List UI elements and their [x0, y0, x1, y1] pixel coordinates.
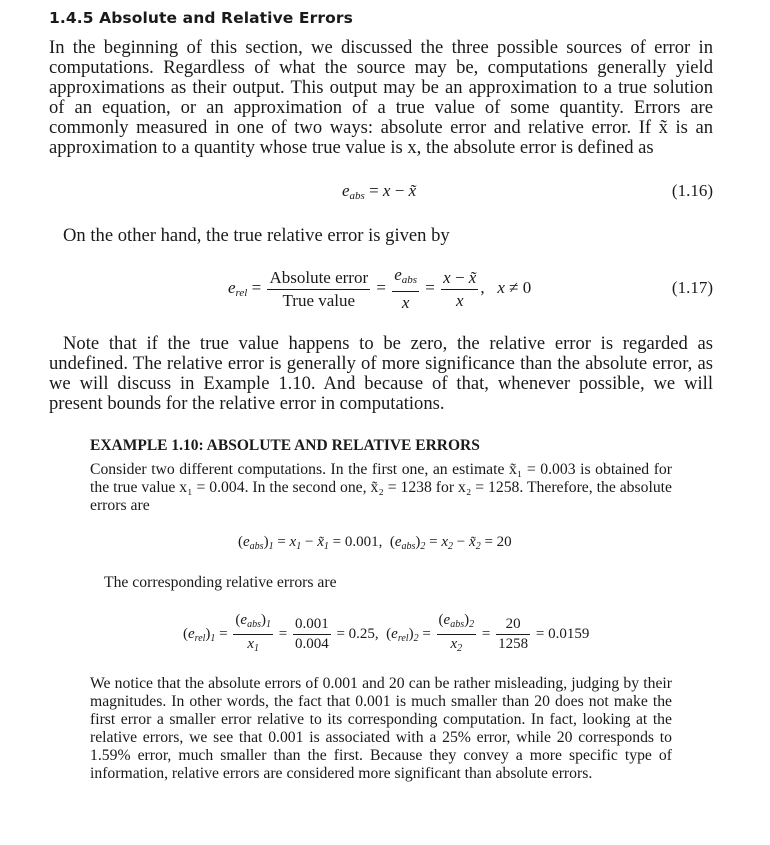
- note-paragraph: [49, 334, 713, 414]
- equation-1-17-number: (1.17): [671, 278, 713, 297]
- equation-1-17: $e_{rel}$ = $\frac{\text{Absolute error}}{\text{True value}}$ = $\frac{e_{abs}}{x}$ = $\frac{x - x̃}{x}$ , x ≠ 0: [228, 265, 532, 312]
- absolute-errors-equation: $(e_{abs})_1 = x_1$ − $x̃_1 = 0.001$, $(e_{abs})_2 = x_2$ − $x̃_2 = 20$: [238, 534, 512, 552]
- abs-error-2-value: 20: [496, 534, 512, 550]
- relative-error-intro: On the other hand, the true relative error is given by: [63, 225, 450, 246]
- rel-frac-2-numerator: 20: [496, 616, 530, 635]
- fraction-abs-over-true: [267, 268, 370, 311]
- fraction-denominator-label: True value: [282, 290, 356, 310]
- rel-error-1-value: 0.25: [348, 625, 375, 642]
- intro-paragraph: In the beginning of this section, we discussed the three possible sources of error in computations. Regardless of what the source may be, computations generally yield approximations as their output. This output may be an approximation to a true solution of an equation, or an approximation of a true value of some quantity. Errors are commonly measured in one of two ways: absolute error and relative error. If x̃ is an approximation to a quantity whose true value is x, the absolute error is defined as: [49, 37, 713, 158]
- equation-1-16-number: (1.16): [671, 181, 713, 200]
- rel-error-2-value: 0.0159: [548, 625, 590, 642]
- section-heading: 1.4.5 Absolute and Relative Errors: [49, 9, 353, 27]
- fraction-numerator-label: Absolute error: [267, 268, 370, 290]
- example-closing-text: We notice that the absolute errors of 0.001 and 20 can be rather misleading, judging by their magnitudes. In other words, the fact that 0.001 is much smaller than 20 does not make the first error a smaller error relative to its corresponding computation. In fact, looking at the relative errors, we see that 0.001 is associated with a 25% error, while 20 corresponds to 1.59% error, much smaller than the first. Because they convey a more specific type of information, relative errors are considered more significant than absolute errors.: [90, 675, 672, 782]
- rel-frac-1-numerator: 0.001: [293, 616, 331, 635]
- equation-1-16: $e_{abs} = x$ − x̃: [342, 181, 417, 202]
- rel-frac-2-denominator: 1258: [498, 636, 529, 652]
- example-relative-intro: The corresponding relative errors are: [104, 574, 337, 591]
- example-title: EXAMPLE 1.10: ABSOLUTE AND RELATIVE ERRORS: [90, 437, 480, 454]
- example-closing: [90, 675, 672, 783]
- note-paragraph-text: Note that if the true value happens to be zero, the relative error is regarded as undefined. The relative error is generally of more significance than the absolute error, as we will discuss in Example 1.10. And because of that, whenever possible, we will present bounds for the relative error in computations.: [49, 333, 713, 414]
- example-intro: Consider two different computations. In the first one, an estimate x̃₁ = 0.003 is obtained for the true value x₁ = 0.004. In the second one, x̃₂ = 1238 for x₂ = 1258. Therefore, the absolute errors are: [90, 461, 672, 514]
- rel-frac-1-denominator: 0.004: [294, 636, 329, 652]
- abs-error-1-value: 0.001: [344, 534, 379, 550]
- relative-errors-equation: $(e_{rel})_1$ = $\frac{(e_{abs})_1}{x_1}$ = $\frac{0.001}{0.004}$ = 0.25, $(e_{rel})_2$ = $\frac{(e_{abs})_2}{x_2}$ = $\frac{20}{1258}$ = 0.0159: [183, 612, 590, 654]
